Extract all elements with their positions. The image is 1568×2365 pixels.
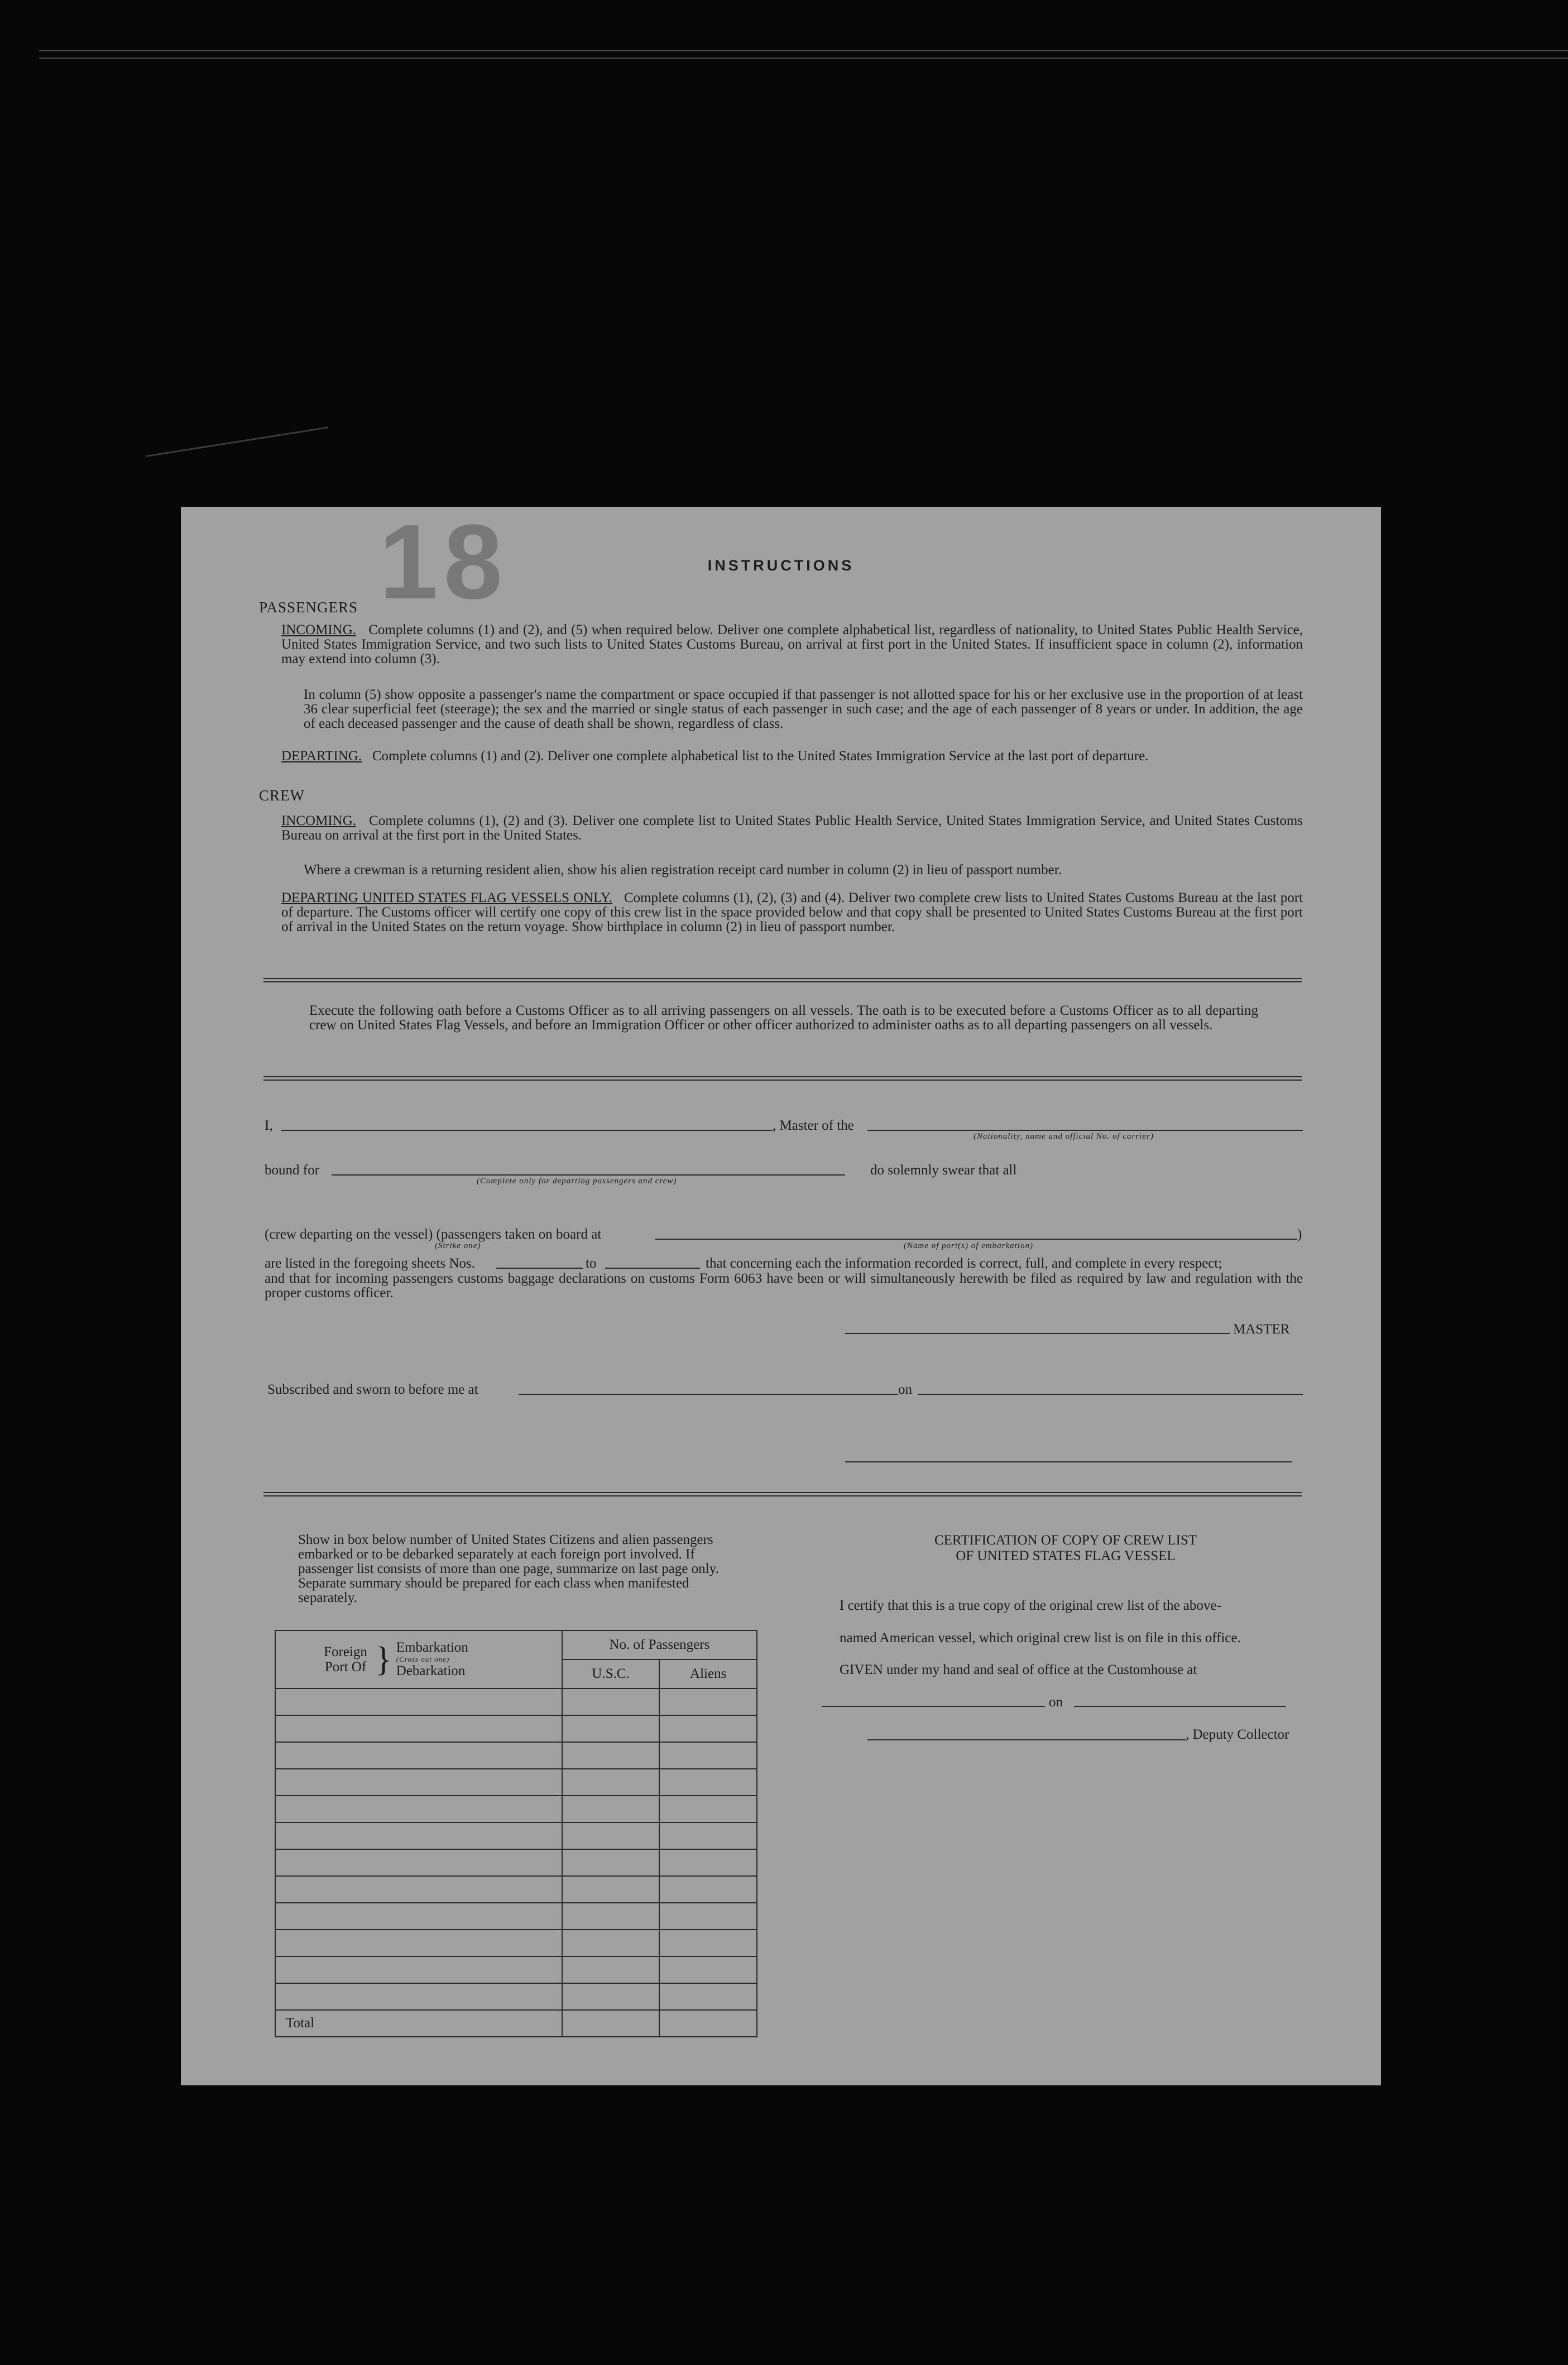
separator-1	[263, 978, 1302, 982]
oath-i-label: I,	[265, 1118, 273, 1133]
debarkation-header: Debarkation	[396, 1663, 466, 1678]
crew-incoming-text: Complete columns (1), (2) and (3). Deliver one complete list to United States Public Health Service, United States Immigration Service, and United States Customs Bureau on arrival at the first port in the United States.	[281, 813, 1303, 843]
aliens-cell[interactable]	[659, 1956, 757, 1983]
oath-listed-a: are listed in the foregoing sheets Nos.	[265, 1256, 475, 1271]
master-name-field[interactable]	[281, 1130, 773, 1131]
strike-one-hint: (Strike one)	[435, 1241, 481, 1250]
certification-date-field[interactable]	[1074, 1706, 1286, 1707]
certification-text1: I certify that this is a true copy of the original crew list of the above-	[840, 1598, 1221, 1613]
port-cell[interactable]	[275, 1769, 562, 1796]
aliens-cell[interactable]	[659, 1876, 757, 1903]
passengers-incoming-paragraph	[281, 623, 1303, 666]
usc-cell[interactable]	[562, 1956, 660, 1983]
port-cell[interactable]	[275, 1876, 562, 1903]
usc-header: U.S.C.	[562, 1659, 660, 1688]
bound-hint: (Complete only for departing passengers and crew)	[477, 1177, 677, 1186]
aliens-cell[interactable]	[659, 1903, 757, 1930]
crew-incoming-paragraph	[281, 814, 1303, 843]
certification-text3: GIVEN under my hand and seal of office at the Customhouse at	[840, 1662, 1197, 1677]
deputy-signature-field[interactable]	[867, 1739, 1186, 1740]
aliens-cell[interactable]	[659, 1688, 757, 1715]
film-scratch	[146, 426, 328, 457]
crew-resident-paragraph: Where a crewman is a returning resident alien, show his alien registration receipt card number in column (2) in lieu of passport number.	[304, 862, 1062, 877]
port-header-cell	[275, 1630, 562, 1688]
film-edge-line-top	[39, 50, 1568, 51]
port-cell[interactable]	[275, 1742, 562, 1769]
usc-cell[interactable]	[562, 1715, 660, 1742]
oath-close-paren: )	[1297, 1227, 1302, 1242]
oath-instruction: Execute the following oath before a Customs Officer as to all arriving passengers on all vessels. The oath is to be executed before a Customs Officer as to all departing crew on United States Flag Vessels, and before an Immigration Officer or other officer authorized to administer oaths as to all departing passengers on all vessels.	[309, 1003, 1258, 1033]
passenger-summary-table	[275, 1630, 757, 2037]
usc-cell[interactable]	[562, 1930, 660, 1956]
certification-title-line2: OF UNITED STATES FLAG VESSEL	[956, 1548, 1176, 1563]
usc-cell[interactable]	[562, 1876, 660, 1903]
bleed-through-number: 18	[379, 503, 509, 621]
certification-text2: named American vessel, which original crew list is on file in this office.	[840, 1630, 1241, 1646]
carrier-field[interactable]	[867, 1130, 1303, 1131]
port-cell[interactable]	[275, 1903, 562, 1930]
separator-3	[263, 1492, 1302, 1496]
port-cell[interactable]	[275, 1715, 562, 1742]
brace-symbol: }	[375, 1640, 392, 1678]
crew-departing-text: Complete columns (1), (2), (3) and (4). Deliver two complete crew lists to United States Customs Bureau at the last port of departure. The Customs officer will certify one copy of this crew list in the space provided below and that copy shall be presented to United States Customs Bureau at the first port of arrival in the United States on the return voyage. Show birthplace in column (2) in lieu of passport number.	[281, 890, 1303, 934]
usc-cell[interactable]	[562, 1796, 660, 1822]
aliens-cell[interactable]	[659, 1930, 757, 1956]
crew-incoming-label: INCOMING.	[281, 813, 357, 828]
oath-bound-for: bound for	[265, 1163, 319, 1178]
usc-cell[interactable]	[562, 1688, 660, 1715]
film-edge-line-second	[39, 57, 1568, 59]
port-cell[interactable]	[275, 1688, 562, 1715]
usc-cell[interactable]	[562, 1849, 660, 1876]
oath-swear: do solemnly swear that all	[870, 1163, 1017, 1178]
foreign-port-header: Foreign Port Of	[324, 1644, 367, 1675]
oath-listed-b: that concerning each the information recorded is correct, full, and complete in every respect;	[706, 1256, 1222, 1271]
passengers-incoming-text: Complete columns (1) and (2), and (5) when required below. Deliver one complete alphabetical list, regardless of nationality, to United States Public Health Service, United States Immigration Service, and two such lists to United States Customs Bureau, on arrival at first port in the United States. If insufficient space in column (2), information may extend into column (3).	[281, 622, 1303, 666]
officer-signature-field[interactable]	[845, 1461, 1292, 1462]
sheet-to-field[interactable]	[605, 1268, 700, 1269]
certification-title-line1: CERTIFICATION OF COPY OF CREW LIST	[934, 1533, 1197, 1548]
passengers-column5-paragraph: In column (5) show opposite a passenger's name the compartment or space occupied if that passenger is not allotted space for his or her exclusive use in the proportion of at least 36 clear superficial feet (steerage); the sex and the married or single status of each passenger in such case; and the age of each passenger of 8 years or under. In addition, the age of each deceased passenger and the cause of death shall be shown, regardless of class.	[304, 687, 1303, 731]
crew-departing-label: DEPARTING UNITED STATES FLAG VESSELS ONLY.	[281, 890, 612, 905]
deputy-collector-label: , Deputy Collector	[1186, 1727, 1289, 1742]
separator-2	[263, 1076, 1302, 1081]
certification-on-label: on	[1049, 1695, 1063, 1710]
passengers-heading: PASSENGERS	[259, 599, 358, 616]
embarkation-header: Embarkation	[396, 1640, 468, 1655]
master-signature-field[interactable]	[845, 1333, 1230, 1334]
usc-cell[interactable]	[562, 1822, 660, 1849]
passengers-departing-label: DEPARTING.	[281, 749, 362, 764]
port-cell[interactable]	[275, 1796, 562, 1822]
oath-listed-c: and that for incoming passengers customs baggage declarations on customs Form 6063 have been or will simultaneously herewith be filed as required by law and regulation with the proper customs officer.	[265, 1271, 1303, 1301]
port-cell[interactable]	[275, 1822, 562, 1849]
aliens-cell[interactable]	[659, 1796, 757, 1822]
sworn-on-label: on	[898, 1382, 912, 1397]
aliens-total-cell[interactable]	[659, 2010, 757, 2037]
ports-hint: (Name of port(s) of embarkation)	[904, 1241, 1033, 1250]
sheet-from-field[interactable]	[496, 1268, 583, 1269]
port-cell[interactable]	[275, 1849, 562, 1876]
usc-cell[interactable]	[562, 1903, 660, 1930]
usc-total-cell[interactable]	[562, 2010, 660, 2037]
page-title: INSTRUCTIONS	[707, 557, 855, 574]
total-label: Total	[275, 2010, 562, 2037]
sworn-place-field[interactable]	[519, 1394, 898, 1395]
usc-cell[interactable]	[562, 1983, 660, 2010]
crew-heading: CREW	[259, 787, 305, 804]
oath-listed-to: to	[586, 1256, 597, 1271]
subscribed-label: Subscribed and sworn to before me at	[267, 1382, 478, 1397]
port-cell[interactable]	[275, 1930, 562, 1956]
oath-master-of: , Master of the	[773, 1118, 854, 1133]
aliens-cell[interactable]	[659, 1849, 757, 1876]
embarkation-ports-field[interactable]	[655, 1239, 1297, 1240]
bound-for-field[interactable]	[332, 1174, 845, 1176]
aliens-cell[interactable]	[659, 1983, 757, 2010]
port-cell[interactable]	[275, 1956, 562, 1983]
form-page	[181, 503, 1381, 2085]
usc-cell[interactable]	[562, 1742, 660, 1769]
no-passengers-header: No. of Passengers	[562, 1630, 757, 1659]
passengers-departing-text: Complete columns (1) and (2). Deliver one complete alphabetical list to the United States Immigration Service at the last port of departure.	[372, 749, 1149, 764]
master-label: MASTER	[1233, 1322, 1290, 1337]
usc-cell[interactable]	[562, 1769, 660, 1796]
certification-title	[837, 1533, 1294, 1564]
aliens-cell[interactable]	[659, 1822, 757, 1849]
sworn-date-field[interactable]	[918, 1394, 1303, 1395]
passengers-incoming-label: INCOMING.	[281, 622, 357, 637]
aliens-cell[interactable]	[659, 1742, 757, 1769]
aliens-cell[interactable]	[659, 1715, 757, 1742]
aliens-header: Aliens	[659, 1659, 757, 1688]
passengers-departing-paragraph	[281, 749, 1303, 764]
cross-out-hint: (Cross out one)	[396, 1655, 450, 1663]
summary-instruction: Show in box below number of United States Citizens and alien passengers embarked or to be debarked separately at each foreign port involved. If passenger list consists of more than one page, summarize on last page only. Separate summary should be prepared for each class when manifested separately.	[298, 1532, 719, 1605]
crew-departing-paragraph	[281, 891, 1303, 934]
aliens-cell[interactable]	[659, 1769, 757, 1796]
port-cell[interactable]	[275, 1983, 562, 2010]
oath-crew-departing: (crew departing on the vessel) (passengers taken on board at	[265, 1227, 602, 1242]
customhouse-field[interactable]	[822, 1706, 1045, 1707]
nationality-hint: (Nationality, name and official No. of carrier)	[974, 1132, 1154, 1141]
